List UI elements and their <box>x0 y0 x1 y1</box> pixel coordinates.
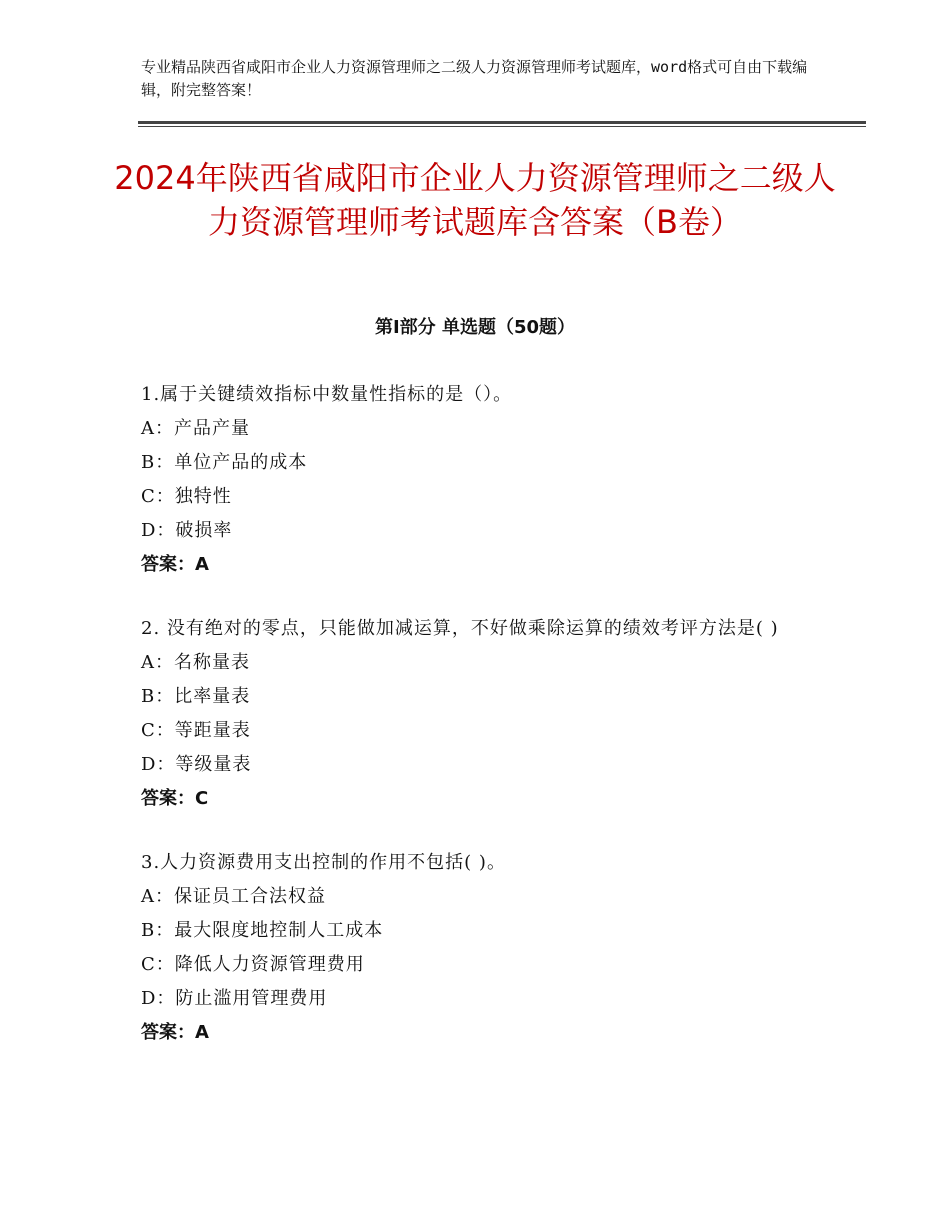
option-b: B：单位产品的成本 <box>141 452 308 473</box>
document-title: 2024年陕西省咸阳市企业人力资源管理师之二级人力资源管理师考试题库含答案（B卷） <box>114 159 836 241</box>
header-note: 专业精品陕西省咸阳市企业人力资源管理师之二级人力资源管理师考试题库，word格式可自由下载编辑，附完整答案！ <box>141 58 808 99</box>
section-heading: 第Ⅰ部分 单选题（50题） <box>374 317 575 338</box>
question-text: 2. 没有绝对的零点，只能做加减运算，不好做乘除运算的绩效考评方法是( ) <box>141 618 779 639</box>
option-a: A：保证员工合法权益 <box>141 886 326 907</box>
option-c: C：独特性 <box>141 486 232 507</box>
answer: 答案：C <box>141 788 209 809</box>
header-divider-thick <box>138 121 866 124</box>
question-list <box>141 378 821 1080</box>
answer: 答案：A <box>141 1022 209 1043</box>
option-c: C：等距量表 <box>141 720 251 741</box>
option-d: D：破损率 <box>141 520 233 541</box>
answer: 答案：A <box>141 554 209 575</box>
option-c: C：降低人力资源管理费用 <box>141 954 365 975</box>
question-text: 3.人力资源费用支出控制的作用不包括( )。 <box>141 852 506 873</box>
option-a: A：名称量表 <box>141 652 250 673</box>
option-d: D：防止滥用管理费用 <box>141 988 328 1009</box>
option-b: B：比率量表 <box>141 686 251 707</box>
question-3 <box>141 846 821 1050</box>
question-1 <box>141 378 821 582</box>
option-d: D：等级量表 <box>141 754 252 775</box>
option-a: A：产品产量 <box>141 418 250 439</box>
option-b: B：最大限度地控制人工成本 <box>141 920 384 941</box>
question-text: 1.属于关键绩效指标中数量性指标的是（）。 <box>141 384 513 405</box>
header-divider-thin <box>138 126 866 127</box>
question-2 <box>141 612 821 816</box>
